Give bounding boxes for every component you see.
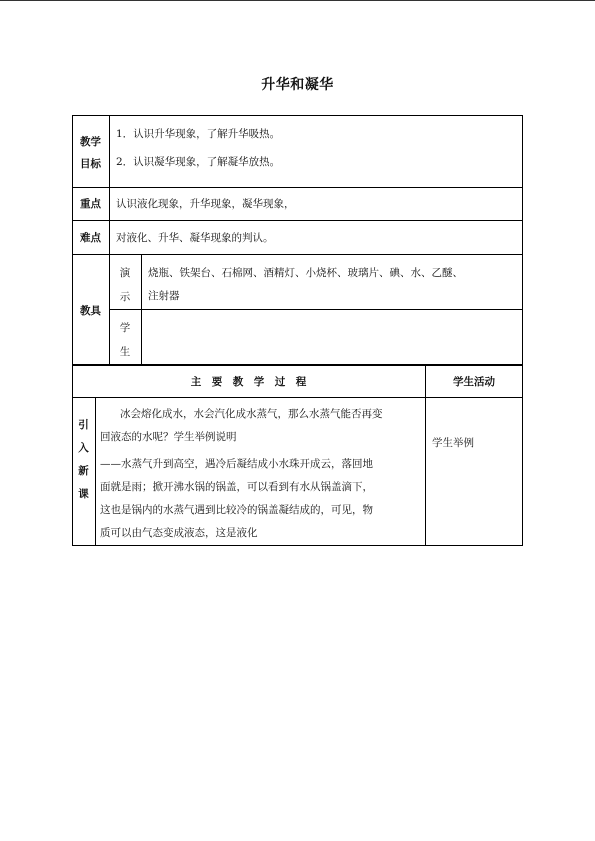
equipment-demo-label	[111, 261, 139, 309]
equipment-demo-text-line2: 注射器	[148, 290, 180, 302]
equipment-student-label-char-2: 生	[119, 346, 131, 358]
difficulties-label: 难点	[80, 232, 101, 244]
objectives-label-line1: 教学	[80, 136, 101, 148]
equipment-demo-label-char-1: 演	[119, 267, 131, 279]
equipment-student-label-char-1: 学	[119, 322, 131, 334]
intro-paragraph2-line2: 面就是雨；掀开沸水锅的锅盖，可以看到有水从锅盖滴下，	[100, 481, 373, 493]
equipment-demo-label-char-2: 示	[119, 291, 131, 303]
row-divider-objectives	[72, 187, 523, 188]
key-points-text: 认识液化现象，升华现象，凝华现象，	[116, 198, 295, 210]
objective-item-2: 2．认识凝华现象，了解凝华放热。	[116, 156, 281, 168]
equipment-student-label	[111, 316, 139, 364]
intro-paragraph2-line1: ——水蒸气升到高空，遇冷后凝结成小水珠开成云，落回地	[100, 458, 373, 470]
difficulties-text: 对液化、升华、凝华现象的判认。	[116, 232, 274, 244]
row-divider-equipment-inner	[109, 309, 523, 310]
intro-label-char-2: 入	[78, 442, 89, 454]
process-header-main: 主 要 教 学 过 程	[190, 376, 307, 388]
intro-activity-text: 学生举例	[432, 437, 474, 449]
key-points-label: 重点	[80, 198, 101, 210]
objective-item-1: 1．认识升华现象，了解升华吸热。	[116, 128, 281, 140]
intro-label-char-3: 新	[78, 465, 89, 477]
intro-label-char-4: 课	[78, 488, 89, 500]
equipment-label: 教具	[80, 305, 101, 317]
intro-paragraph2-line3: 这也是锅内的水蒸气遇到比较冷的锅盖凝结成的，可见，物	[100, 504, 373, 516]
process-header-activity: 学生活动	[453, 376, 495, 388]
objectives-label	[72, 131, 109, 175]
column-divider-intro	[95, 397, 96, 546]
row-divider-keypoints	[72, 220, 523, 221]
column-divider-labels	[109, 115, 110, 364]
row-divider-equipment	[72, 364, 523, 366]
column-divider-equipment-sub	[141, 254, 142, 364]
equipment-demo-text-line1: 烧瓶、铁架台、石棉网、酒精灯、小烧杯、玻璃片、碘、水、乙醚、	[148, 267, 463, 279]
row-divider-process-header	[72, 397, 523, 398]
objectives-label-line2: 目标	[80, 158, 101, 170]
intro-label	[72, 414, 95, 506]
intro-label-char-1: 引	[78, 419, 89, 431]
row-divider-difficulties	[72, 254, 523, 255]
page-top-rule	[0, 0, 595, 1]
page-title: 升华和凝华	[261, 77, 334, 93]
intro-paragraph1-line2: 回液态的水呢？学生举例说明	[100, 431, 237, 443]
intro-paragraph2-line4: 质可以由气态变成液态，这是液化	[100, 527, 258, 539]
intro-paragraph1-line1: 冰会熔化成水，水会汽化成水蒸气，那么水蒸气能否再变	[120, 408, 383, 420]
column-divider-activity	[425, 364, 426, 546]
